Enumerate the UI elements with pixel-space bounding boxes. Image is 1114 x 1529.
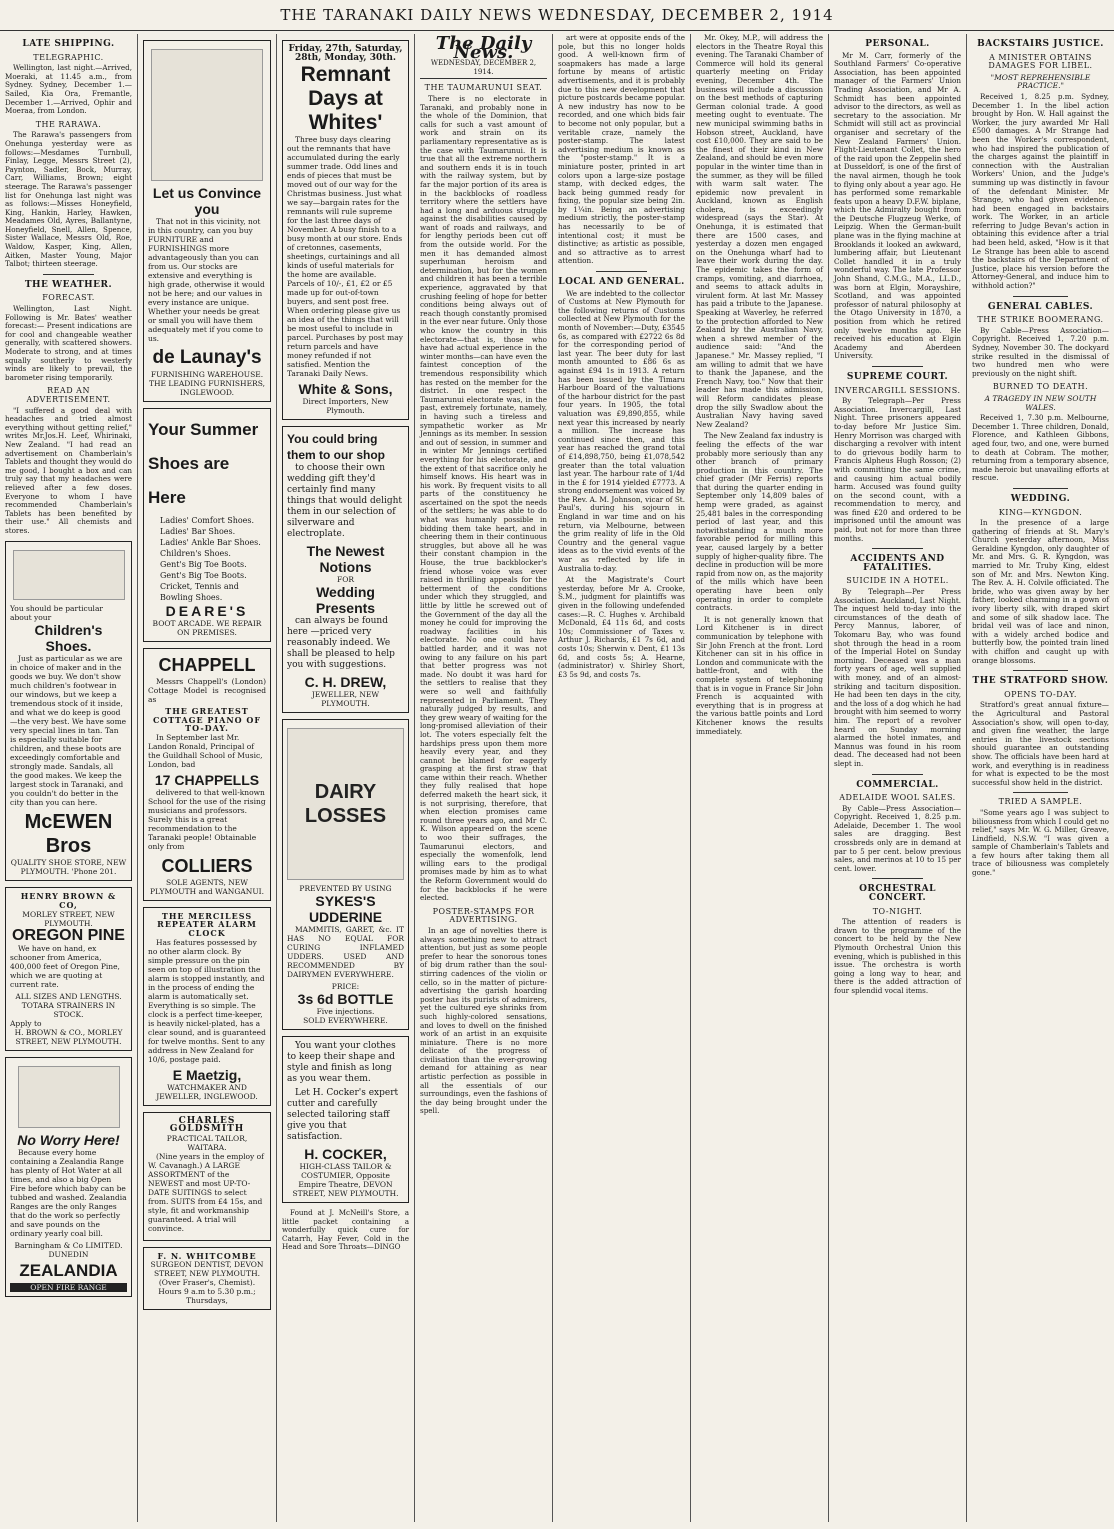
heading-wedding: WEDDING.	[1010, 493, 1071, 504]
drew-address: JEWELLER, NEW PLYMOUTH.	[311, 690, 380, 708]
apply-address: H. BROWN & CO., MORLEY STREET, NEW PLYMOUTH.	[14, 1027, 123, 1046]
poster-text: In an age of novelties there is always something new to attract attention, but just as some people prefer to hear the sonorous tones of big drum rather than the soul-stirring cadences of the violin or cello, so in the matter of picture-advertising the garish hoarding poster has its purists of admirers, yet the cultured eye shrinks from such highly-colored sensations, and loves to dwell on the finished work of an artist in an exquisite miniature. There is no more delicate of the progress of civilisation than the ever-growing demand for attaining as near artistic perfection as possible in all the essentials of our surroundings, even the fashions of the day being brought under the spell.	[420, 925, 547, 1116]
goldsmith-address: PRACTICAL TAILOR, WAITARA.	[166, 1133, 248, 1152]
tragedy-text: Received 1, 7.30 p.m. Melbourne, December 1. Three children, Donald, Florence, and Kathleen Gibbons, aged four, two, and one, were burned to death at Cobram. The mother, returning from a temporary absence, made heroic but unavailing efforts at rescue.	[972, 413, 1109, 483]
zealandia-sub: OPEN FIRE RANGE	[10, 1283, 127, 1292]
subheading-rarawa: THE RARAWA.	[35, 119, 102, 129]
deare-logo: DEARE'S	[165, 603, 249, 619]
price-label: PRICE:	[331, 982, 360, 991]
gift-text: to choose their own wedding gift they'd certainly find many things that would delight them in our selection of silverware and electroplate.	[287, 463, 403, 539]
mcewen-address: QUALITY SHOE STORE, NEW PLYMOUTH. 'Phone 201.	[10, 858, 127, 877]
column-5	[553, 34, 690, 1522]
concert-text: The attention of readers is drawn to the programme of the concert to be held by the New Plymouth Orchestral Union this evening, which is published in this issue. The orchestra is worth going a long way to hear, and there is the added attraction of four splendid vocal items.	[834, 917, 961, 995]
heading-supreme-court: SUPREME COURT.	[846, 371, 949, 382]
henry-brown-address: MORLEY STREET, NEW PLYMOUTH.	[22, 909, 115, 928]
column-6	[691, 34, 828, 1522]
chappell-text: Messrs Chappell's (London) Cottage Model is recognised as	[148, 677, 266, 704]
children-illustration	[13, 550, 125, 600]
bottle-price: 3s 6d BOTTLE	[297, 991, 394, 1007]
seventeen-chappells: 17 CHAPPELLS	[154, 771, 260, 788]
cocker-text: Let H. Cocker's expert cutter and carefully selected tailoring staff give you that satisfaction.	[287, 1088, 399, 1142]
heading-stratford: THE STRATFORD SHOW.	[972, 676, 1109, 687]
zealandia-ad	[5, 1057, 132, 1297]
subheading-suicide: SUICIDE IN A HOTEL.	[846, 576, 949, 586]
colliers-logo: COLLIERS	[161, 855, 253, 876]
shoes-list-item: Ladies' Bar Shoes.	[160, 527, 236, 536]
whitcombe-name: F. N. WHITCOMBE	[157, 1250, 257, 1261]
launay-address: FURNISHING WAREHOUSE. THE LEADING FURNISHERS, INGLEWOOD.	[149, 370, 265, 397]
court-text: At the Magistrate's Court yesterday, before Mr A. Crooke, S.M., judgment for plaintiffs was given in the following undefended cases:—R. C. Hughes v. Archibald McDonald, £4 11s 6d, and costs 10s; Commissioner of Taxes v. Arthur J. Richards, £1 7s 6d, and costs 10s; Sherwin v. Dent, £1 13s 6d, and costs 5s; A. Hearne, (administrator) v. Shirley Short, £3 5s 9d, and costs 7s.	[558, 575, 685, 679]
repeater-text: Has features possessed by no other alarm clock. By simple pressure on the pin seen on top of illustration the alarm is stopped instantly, and in the process of ending the alarm is automatically set. Everything is so simple. The clock is a perfect time-keeper, is heavily nickel-plated, has a clear sound, and is guaranteed for twelve months. Sent to any address in New Zealand for 10/6, postage paid.	[148, 937, 266, 1064]
no-worry-title: No Worry Here!	[17, 1131, 120, 1148]
local-text: We are indebted to the collector of Customs at New Plymouth for the following returns of Customs collected at New Plymouth for the month of November:—Duty, £3545 6s, as compared with £2722 6s 8d for the corresponding period of last year. The beer duty for last month amounted to £86 6s as against £94 1s in 1913. A return has been issued by the Timaru Harbour Board of the valuations of the harbour district for the past four years. In 1905, the total valuation was £9,890,855, while next year this increased by nearly a million. The increase has continued since then, and this year has reached the grand total of £14,898,750, being £1,078,542 greater than the total valuation last year. The harbour rate of 1/4d in the £ for 1914 yielded £7773. A strong endorsement was voiced by the Rev. A. M. Johnson, vicar of St. Paul's, during his sojourn in England in war time and on his return, via Melbourne, between the grim reality of life in the Old Country and the general vague ideas as to the vivid events of the war as reflected by life in Australia to-day.	[558, 288, 685, 573]
poster-continued: art were at opposite ends of the pole, but this no longer holds good. A well-known firm of soapmakers has made a large fortune by means of artistic advertisements, and it is probably due to this new development that picture postcards became popular. A new industry has now to be recorded, and one which bids fair to become not only popular, but a veritable craze, namely the poster-stamp. The latest advertising medium is known as the "poster-stamp." It is a miniature poster, printed in art colors upon a large-size postage stamp, with decked edges, the back being gummed ready for fixing, the popular size being 2in. by 1¼in. Being an advertising medium strictly, the poster-stamp has necessarily to be of intentional cost; it must be distinctive; as artistic as possible, and so attractive as to arrest attention.	[558, 34, 685, 266]
sessions-text: By Telegraph—Per Press Association. Invercargill, Last Night. Three prisoners appeared to-day before Mr Justice Sim. Henry Morrison was charged with discharging a revolver with intent to do grievous bodily harm to Francis Alpheus Hugh Rosson; (2) with committing the same crime, and causing him actual bodily harm. Accused was found guilty on the second count, with a recommendation to mercy, and was fined £20 and ordered to be imprisoned until the amount was paid, but not for more than three months.	[834, 396, 961, 543]
dairy-losses: DAIRY LOSSES	[304, 781, 387, 827]
oregon-pine-ad	[5, 887, 132, 1050]
sample-text: "Some years ago I was subject to biliousness from which I could get no relief," says Mr. W. G. Miller, Greave, Lindfield, N.S.W. "I was given a sample of Chamberlain's Tablets and a few hours after taking them all trace of biliousness was completely gone."	[972, 807, 1109, 878]
sykes-udderine: SYKES'S UDDERINE	[308, 893, 383, 925]
udderine-ad	[282, 719, 409, 1030]
deare-address: BOOT ARCADE. WE REPAIR ON PREMISES.	[152, 619, 262, 637]
shoes-intro: You should be particular about your	[10, 604, 104, 623]
oregon-pine-title: OREGON PINE	[12, 926, 125, 944]
gift-title: You could bring them to our shop	[287, 432, 385, 462]
remnant-ad	[282, 40, 409, 420]
sykes-text: MAMMITIS, GARET, &c. IT HAS NO EQUAL FOR CURING INFLAMED UDDERS. USED AND RECOMMENDED BY DAIRYMEN EVERYWHERE.	[287, 925, 404, 979]
column-3	[277, 34, 414, 1522]
all-sizes: ALL SIZES AND LENGTHS.	[15, 991, 122, 1001]
cocker-ad	[282, 1036, 409, 1203]
white-sons: White & Sons,	[298, 381, 393, 397]
forecast-text: Wellington, Last Night. Following is Mr. Bates' weather forecast:— Present indications are for cool and changeable weather generally, with scattered showers. Moderate to strong, and at times squally southerly to westerly winds are likely to prevail, the barometer rising temporarily.	[5, 304, 132, 382]
remnant-text: Three busy days clearing out the remnants that have accumulated during the early summer trade. Odd lines and ends of pieces that must be moved out of our way for the Christmas business. Just what we say—bargain rates for the remnants will rule supreme for the last three days of November. A busy finish to a busy month at our store. Ends of cretonnes, casements, sheetings, curtainings and all kinds of useful materials for the home are available. Parcels of 10/-, £1, £2 or £5 made up for out-of-town buyers, and sent post free. When ordering please give us an idea of the things that will be most useful to include in parcel. Purchases by post may return parcels and have money refunded if not satisfied. Mention the Taranaki Daily News.	[287, 135, 403, 378]
repeater-title: THE MERCILESS REPEATER ALARM CLOCK	[157, 910, 257, 938]
heading-backstairs: BACKSTAIRS JUSTICE.	[977, 39, 1104, 49]
heading-late-shipping: LATE SHIPPING.	[22, 39, 115, 49]
subheading-telegraphic: TELEGRAPHIC.	[33, 52, 104, 62]
column-7	[829, 34, 966, 1522]
nameplate: The Daily News.	[435, 34, 532, 63]
goldsmith-name: CHARLES GOLDSMITH	[169, 1115, 245, 1135]
sold-everywhere: SOLD EVERYWHERE.	[303, 1016, 388, 1025]
maetzig-address: WATCHMAKER AND JEWELLER, INGLEWOOD.	[156, 1082, 258, 1101]
heading-taumarunui-seat: THE TAUMARUNUI SEAT.	[424, 83, 543, 93]
wedding-text: In the presence of a large gathering of friends at St. Mary's Church yesterday afternoon, Miss Geraldine Kyngdon, only daughter of Mr. and Mrs. G. R. Kyngdon, was married to Mr. Truby King, eldest son of Mr. and Mrs. Newton King. The Rev. A. H. Colvile officiated. The bride, who was given away by her father, looked charming in a gown of ivory liberty silk, with draped skirt and some of silk shadow lace. The bridal veil was of lace and ninon, with a widely arched bodice and butterfly bow, the pointed train lined with chiffon and caught up with orange blossoms.	[972, 518, 1109, 665]
cottage-piano: THE GREATEST COTTAGE PIANO OF TO-DAY.	[152, 706, 262, 734]
advert-text: "I suffered a good deal with headaches and tried almost everything without getting relief," writes Mr.Jos.H. Leef, Whirinaki, New Zealand. "I had read an advertisement on Chamberlain's Tablets and thought they would do me good, I bought a box and can truly say that my headaches were relieved after a few doses. Everyone to whom I have recommended Chamberlain's Tablets has been benefited by their use." All chemists and stores.	[5, 405, 132, 535]
heading-commercial: COMMERCIAL.	[856, 779, 939, 790]
shoes-text: Just as particular as we are in choice of maker and in the goods we buy. We don't show much children's footwear in our windows, but we keep a tremendous stock of it inside, and what we do keep is good—the very best. We have some very special lines in tan. Tan is especially suitable for children, and these boots are exceedingly comfortable and strongly made. Sandals, all the good makes. We keep the largest stock in Taranaki, and you couldn't do better in the city than you can here.	[10, 654, 127, 808]
remnant-dates: Friday, 27th, Saturday, 28th, Monday, 30th.	[288, 44, 403, 63]
oregon-text: We have on hand, ex schooner from America, 400,000 feet of Oregon Pine, which we are quoting at current rate.	[10, 943, 120, 989]
subheading-minister: A MINISTER OBTAINS DAMAGES FOR LIBEL.	[988, 52, 1093, 71]
henry-brown-name: HENRY BROWN & CO,	[20, 891, 117, 911]
column-8	[967, 34, 1114, 1522]
shoes-list-item: Ladies' Comfort Shoes.	[160, 516, 255, 525]
convince-text: That not in this vicinity, not in this country, can you buy FURNITURE and FURNISHINGS more advantageously than you can from us. Our stocks are extensive and everything is high grade, otherwise it would not be here; and our values in every instance are unique. Whether your needs be great or small you will have them adequately met if you come to us.	[148, 217, 265, 343]
masthead: THE TARANAKI DAILY NEWS WEDNESDAY, DECEMBER 2, 1914	[0, 6, 1114, 31]
libel-text: Received 1, 8.25 p.m. Sydney, December 1. In the libel action brought by Hon. W. Hall against the Worker, the jury awarded Mr Hall £500 damages. A Mr Strange had been the Worker's correspondent, who had inspired the publication of the charges against the plaintiff in connection with the Australian Workers' Union, and the Judge's summing up was distinctly in favour of the defendant Minister. Mr Strange, who had given evidence, had been engaged in backstairs work. The Worker, in an article referring to Judge Bevan's action in obtaining this evidence after a trial had been held, asked, "How is it that Le Strange has been able to ascend the backstairs of the Department of Justice, place his version before the Attorney-General, and induce him to withhold action?"	[972, 91, 1109, 291]
telegraphic-text: Wellington, last night.—Arrived, Moeraki, at 11.45 a.m., from Sydney. Sydney, December 1.—Sailed, Kia Ora, Fremantle, December 1.—Arrived, Ophir and Moeraa, from London.	[5, 63, 132, 116]
heading-weather: THE WEATHER.	[24, 279, 113, 290]
childrens-shoes-ad	[5, 541, 132, 881]
convince-title: Let us Convince you	[152, 185, 262, 217]
convince-ad	[143, 40, 271, 402]
heading-general-cables: GENERAL CABLES.	[987, 301, 1094, 312]
chappell-text3: delivered to that well-known School for the use of the rising musicians and professors. Surely this is a great recommendation to the Taranaki people! Obtainable only from	[148, 787, 266, 851]
cocker-name: H. COCKER,	[304, 1146, 387, 1162]
subheading-sample: TRIED A SAMPLE.	[998, 797, 1083, 807]
whitcombe-address: SURGEON DENTIST, DEVON STREET, NEW PLYMOUTH. (Over Fraser's, Chemist).	[150, 1260, 264, 1288]
whitcombe-ad	[143, 1247, 271, 1311]
summer-shoes-title: Your Summer Shoes are Here	[148, 420, 259, 507]
editorial-date: WEDNESDAY, DECEMBER 2, 1914.	[420, 59, 547, 79]
clothes-text: You want your clothes to keep their shape and style and finish as long as you wear them.	[287, 1041, 396, 1084]
subheading-reprehensible: "MOST REPREHENSIBLE PRACTICE."	[990, 72, 1091, 91]
shoes-list	[160, 515, 266, 603]
shoes-list-item: Cricket, Tennis and Bowling Shoes.	[160, 582, 239, 602]
column-1	[0, 34, 137, 1522]
subheading-advert: READ AN ADVERTISEMENT.	[26, 386, 111, 404]
personal-text: Mr M. Carr, formerly of the Southland Farmers' Co-operative Association, has been appointed manager of the Farmers' Union Trading Association, and Mr A. Schmidt has been appointed advisor to the directors, as well as secretary to the association. Mr Schmidt will still act as provincial organiser and secretary of the New Zealand Farmers' Union. Flight-Lieutenant Collet, the hero of the raid upon the Zeppelin shed at Dusseldorf, is one of the first of the naval airmen, though he took to flying only about a year ago. He has performed some remarkable feats upon a heavy D.F.W. biplane, which the Admiralty bought from the Deutsche Flugzeug Werke, of Leipzig. When the German-built plane was in the flying machine at Brooklands it looked an awkward, lumbering affair, but Lieutenant Collet handled it in a truly wonderful way. The late Professor John Shand, C.M.G., M.A., LL.D., was born at Elgin, Morayshire, Scotland, and was appointed professor of natural philosophy at the Otago University in 1870, a position from which he retired only twelve months ago. He received his education at Elgin Academy and Aberdeen University.	[834, 50, 961, 361]
notions-title: The Newest Notions	[306, 543, 385, 575]
colliers-address: SOLE AGENTS, NEW PLYMOUTH and WANGANUI.	[149, 877, 264, 896]
found-text: Found at J. McNeill's Store, a little packet containing a wonderfully quick cure for Catarrh, Hay Fever, Cold in the Head and Sore Throats—DINGO	[282, 1208, 409, 1252]
alarm-clock-ad	[143, 907, 271, 1106]
rarawa-text: The Rarawa's passengers from Onehunga yesterday were as follows:—Mesdames Turnbull, Finlay, Legge, Messrs Street (2), Paynton, Sadler, Bock, Murray, Carr, Williams, Brown; eight steerage. The Rarawa's passenger list for Onehunga last night was as follows:—Misses Honeyfield, King, Hankin, Harley, Hawken, Meadames Old, Ayres, Ballantyne, Honeyfield, Snell, Allen, Spence, Sister Wallace, Messrs Old, Roe, Waldow, Kasper, King, Allen, Aitken, Master Young, Major Talbot; thirteen steerage.	[5, 130, 132, 269]
childrens-shoes-title: Children's Shoes.	[34, 622, 103, 655]
heading-local-general: LOCAL AND GENERAL.	[558, 277, 685, 288]
cocker-address: HIGH-CLASS TAILOR & COSTUMIER, Opposite Empire Theatre, DEVON STREET, NEW PLYMOUTH.	[292, 1162, 399, 1198]
woman-illustration	[151, 49, 263, 181]
flax-text: The New Zealand fax industry is feeling the effects of the war probably more seriously than any other branch of primary production in this country. The chief grader (Mr Ferris) reports that during the quarter ending in September only 14,809 bales of hemp were graded, as against 25,481 bales in the corresponding period of last year, and this notwithstanding a much more favorable period for milling this year, caused largely by a better supply of higher-quality fibre. The decline in production will be more rapid from now on, as the majority of the mills which have been operating have been only operating in order to complete contracts.	[696, 431, 823, 613]
heading-accidents: ACCIDENTS AND FATALITIES.	[850, 554, 945, 573]
barningham: Barningham & Co LIMITED. DUNEDIN	[14, 1240, 123, 1259]
subheading-wool: ADELAIDE WOOL SALES.	[839, 793, 956, 803]
five-injections: Five injections.	[316, 1007, 375, 1016]
subheading-king-kyngdon: KING—KYNGDON.	[998, 507, 1083, 517]
no-worry-text: Because every home containing a Zealandia Range has plenty of Hot Water at all times, and also a big Open Fire before which baby can be tubbed and washed. Zealandia Ranges are the only Ranges that do the work so perfectly and save pounds on the ordinary yearly coal bill.	[10, 1147, 127, 1238]
wool-text: By Cable—Press Association—Copyright. Received 1, 8.25 p.m. Adelaide, December 1. The wool sales are dragging. Best crossbreds only are in demand at par to 5 per cent. below previous sales, and merinos at 10 to 15 per cent. lower.	[834, 803, 961, 873]
chappell-ad	[143, 648, 271, 901]
shoes-list-item: Children's Shoes.	[160, 549, 231, 558]
maetzig-name: E Maetzig,	[172, 1066, 242, 1083]
heading-concert: ORCHESTRAL CONCERT.	[859, 884, 936, 904]
zealandia-logo: ZEALANDIA	[19, 1260, 118, 1280]
drew-name: C. H. DREW,	[304, 674, 387, 690]
subheading-boomerang: THE STRIKE BOOMERANG.	[977, 315, 1104, 325]
whitcombe-hours: Hours 9 a.m to 5.30 p.m.; Thursdays,	[158, 1287, 256, 1306]
apply-to: Apply to	[10, 1018, 42, 1028]
prevented-by: PREVENTED BY USING	[299, 884, 392, 893]
kitchener-text: It is not generally known that Lord Kitchener is in direct communication by telephone with Sir John French at the front. Lord Kitchener can sit in his office in London and communicate with the battle-front, and with the complete system of telephoning that is in vogue in France Sir John French is acquainted with everything that is in progress at the various battle points and Lord Kitchener knows the results immediately.	[696, 614, 823, 736]
subheading-tonight: TO-NIGHT.	[872, 906, 923, 916]
subheading-burned: BURNED TO DEATH.	[992, 382, 1089, 392]
boomerang-text: By Cable—Press Association—Copyright. Received 1, 7.20 p.m. Sydney, November 30. The dockyard strike resulted in the dismissal of two hundred men who were previously on the night shift.	[972, 325, 1109, 378]
editorial-text: There is no electorate in Taranaki, and probably none in the whole of the Dominion, that calls for such a vast amount of work and strain on its parliamentary representative as is the case with Taumarunui. It is true that all the extreme northern and southern ends it is in touch with the railway system, but by far the major portion of its area is in the backblocks of roadless territory where the settlers have had a long and arduous struggle against the disabilities caused by want of roads and railways, and for lengthy periods been cut off from the outside world. For the men it has demanded almost superhuman heroism and determination, but for the women and children it has been a terrible experience, aggravated by that crushing feeling of hope for better conditions being always out of reach though constantly promised in the ever near future. Only those who know the country in this electorate—that is, those who have had actual experience in the winter months—can have even the faintest conception of the tremendous responsibility which has rested on the member for the district. In one respect the Taumarunui electorate was, in the past, extremely fortunate, namely, in having such a tireless and sympathetic worker as Mr Jennings as its member. In session and out of session, in summer and in winter Mr Jennings certified everything for his electorate, and the extent of that sacrifice only he himself knows. His heart was in his work. By frequent visits to all parts of the constituency he ascertained on the spot the needs of the settlers; he was able to do what was humanly possible in bidding them take heart, and in cheering them in their continuous struggles, but above all he was their constant champion in the House, the true backblocker's friend whose voice was ever raised in thrilling appeals for the betterment of the conditions under which they struggled, and little by little he screwed out of the Government of the day all the money he could for improving the roadway facilities in his electorate. No one could have battled harder, and it was not owing to any failure on his part that better progress was not made. No doubt it was hard for the settlers to realise that they were so well and faithfully represented in Parliament. They naturally judged by results, and they grew weary of waiting for the long-promised alleviation of their lot. The voters especially felt the hardships press upon them more heavily every year, and they cannot be blamed for eagerly grasping at the first straw that came within their reach. Whether they fully realised that hope deferred maketh the heart sick, it is not surprising, therefore, that when election promises came round three years ago, and Mr C. K. Wilson appeared on the scene to woo their suffrages, the Taumarunui electors, and especially the womenfolk, lend willing ears to the prodigal promises made by him as to what the Reform Government would do for the backblocks if he were elected.	[420, 93, 547, 903]
remnant-title: Remnant Days at Whites'	[300, 63, 391, 134]
white-sons-address: Direct Importers, New Plymouth.	[302, 397, 389, 415]
stratford-text: Stratford's great annual fixture—the Agricultural and Pastoral Association's show, will open to-day, and given fine weather, the large entries in the livestock sections should guarantee an outstanding show. The officials have been hard at work, and everything is in readiness for what is expected to be the most successful show held in the district.	[972, 700, 1109, 787]
baby-bath-illustration	[18, 1066, 120, 1128]
subheading-sessions: INVERCARGILL SESSIONS.	[834, 385, 961, 395]
launay-logo: de Launay's	[152, 347, 262, 368]
heading-personal: PERSONAL.	[865, 39, 930, 49]
goldsmith-text: (Nine years in the employ of W. Cavanagh.) A LARGE ASSORTMENT of the NEWEST and most UP-TO-DATE SUITINGS to select from. SUITS from £4 15s, and style, fit and workmanship guaranteed. A trial will convince.	[148, 1151, 264, 1233]
local-continued: Mr. Okey, M.P., will address the electors in the Theatre Royal this evening. The Taranaki Chamber of Commerce will hold its general quarterly meeting on Friday evening, December 4th. The business will include a discussion on the best methods of capturing German colonial trade. A good meeting ought to eventuate. The new municipal swimming baths in Hobson street, Auckland, have cost £10,000. They are said to be the finest of their kind in New Zealand, and should be even more popular in the winter time than in the summer, as they will be filled with warm salt water. The epidemic now prevalent in Auckland, known as English cholera, is exceedingly widespread (says the Star). At Onehunga, it is estimated that there are 1500 cases, and yesterday a dozen men engaged on the Onehunga wharf had to leave their work during the day. The epidemic takes the form of cramps, vomiting, and diarrhoea, and seems to attack adults in virulent form. At last Mr. Massey has paid a tribute to the Japanese. Speaking at Waverley, he referred to the protection afforded to New Zealand by the Australian Navy, when a shrewd member of the audience said: "And the Japanese." Mr. Massey replied, "I am willing to admit that we have to thank the Japanese, and the French Navy, too." Now that their leader has made this admission, will Reform candidates please drop the silly Swadlow about the Australian Navy having saved New Zealand?	[696, 34, 823, 429]
mcewen-logo: McEWEN Bros	[24, 811, 113, 858]
column-2	[138, 34, 276, 1522]
chappell-logo: CHAPPELL	[158, 655, 256, 675]
cow-illustration	[287, 728, 404, 880]
goldsmith-ad	[143, 1112, 271, 1241]
suicide-text: By Telegraph—Per Press Association. Auckland, Last Night. The inquest held to-day into the circumstances of the death of Percy Mannus, laborer, of Tokomaru Bay, who was found shot through the head in a room of the Imperial Hotel on Sunday morning. Deceased was a man forty years of age, well supplied with money, and of an almost-striking and taciturn disposition. He had been ten days in the city, and the loss of a dog which he had brought with him seemed to worry him. The report of a revolver heard on Sunday morning alarmed the hotel inmates, and Mannus was found in his room dead. The deceased had not been slept in.	[834, 587, 961, 768]
subheading-forecast: FORECAST.	[42, 293, 95, 303]
shoes-list-item: Gent's Big Toe Boots.	[160, 560, 247, 569]
wedding-presents: Wedding Presents	[315, 584, 376, 616]
column-4	[415, 34, 552, 1522]
subheading-tragedy: A TRAGEDY IN NEW SOUTH WALES.	[984, 393, 1097, 412]
chappell-text2: In September last Mr. Landon Ronald, Principal of the Guildhall School of Music, London, bad	[148, 732, 263, 769]
totara-strainers: TOTARA STRAINERS IN STOCK.	[21, 1000, 116, 1019]
drew-ad	[282, 426, 409, 713]
shoes-list-item: Ladies' Ankle Bar Shoes.	[160, 538, 261, 547]
subheading-opens: OPENS TO-DAY.	[1004, 689, 1077, 699]
wedding-text: can always be found here —priced very reasonably indeed. We shall be pleased to help you with suggestions.	[287, 616, 395, 670]
shoes-list-item: Gent's Big Toe Boots.	[160, 571, 247, 580]
heading-poster-stamps: POSTER-STAMPS FOR ADVERTISING.	[432, 906, 535, 925]
summer-shoes-ad	[143, 408, 271, 642]
notions-for: FOR	[337, 575, 354, 584]
